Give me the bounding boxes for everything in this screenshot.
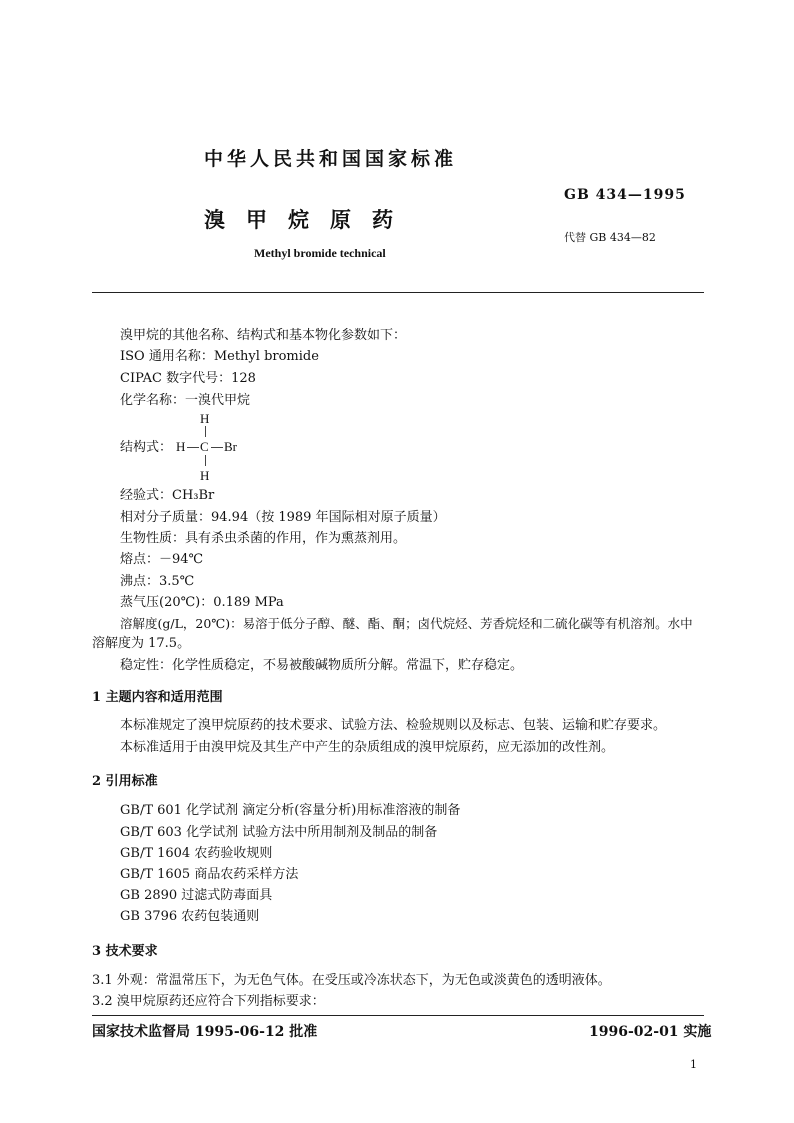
melting-point: 熔点：－94℃ (120, 552, 204, 567)
solubility-line-2: 溶解度为 17.5。 (92, 636, 191, 651)
document-title: 溴甲烷原药 (204, 207, 414, 232)
structure-label: 结构式： (120, 440, 173, 455)
header-divider (92, 292, 704, 293)
english-title: Methyl bromide technical (254, 246, 386, 260)
chemical-name: 化学名称：一溴代甲烷 (120, 393, 251, 408)
reference-item: GB/T 601 化学试剂 滴定分析(容量分析)用标准溶液的制备 (120, 803, 461, 818)
structure-right-bond (211, 447, 223, 448)
boiling-point: 沸点：3.5℃ (120, 574, 195, 589)
structure-top-h: H (200, 411, 210, 426)
section-1-paragraph-1: 本标准规定了溴甲烷原药的技术要求、试验方法、检验规则以及标志、包装、运输和贮存要求。 (120, 718, 667, 733)
molecular-mass: 相对分子质量：94.94（按 1989 年国际相对原子质量） (120, 510, 446, 525)
requirement-3-2: 3.2 溴甲烷原药还应符合下列指标要求： (92, 994, 325, 1009)
structure-bottom-bond (205, 455, 206, 466)
intro-lead: 溴甲烷的其他名称、结构式和基本物化参数如下： (120, 328, 407, 343)
iso-name: ISO 通用名称：Methyl bromide (120, 349, 319, 364)
footer-divider (92, 1015, 704, 1016)
replaces-note: 代替 GB 434—82 (564, 231, 656, 244)
requirement-3-1: 3.1 外观：常温常压下，为无色气体。在受压或冷冻状态下，为无色或淡黄色的透明液体。 (92, 973, 611, 988)
stability: 稳定性：化学性质稳定，不易被酸碱物质所分解。常温下，贮存稳定。 (120, 658, 524, 673)
structure-left-bond (187, 447, 199, 448)
structure-left-h: H (176, 439, 186, 454)
cipac-code: CIPAC 数字代号：128 (120, 371, 256, 386)
reference-item: GB/T 1605 商品农药采样方法 (120, 867, 299, 882)
standard-title: 中华人民共和国国家标准 (204, 148, 458, 170)
page-number: 1 (690, 1058, 697, 1071)
reference-item: GB/T 603 化学试剂 试验方法中所用制剂及制品的制备 (120, 825, 438, 840)
section-3-heading: 3 技术要求 (92, 944, 158, 959)
solubility-line-1: 溶解度(g/L，20℃)：易溶于低分子醇、醚、酯、酮；卤代烷烃、芳香烷烃和二硫化碳等有机溶剂。水中 (120, 616, 693, 631)
structure-top-bond (205, 426, 206, 437)
standard-code: GB 434—1995 (564, 187, 686, 203)
approval-line: 国家技术监督局 1995-06-12 批准 (92, 1024, 318, 1040)
vapor-pressure: 蒸气压(20℃)：0.189 MPa (120, 595, 284, 610)
effective-date: 1996-02-01 实施 (589, 1024, 712, 1040)
structure-right-br: Br (224, 439, 237, 454)
section-2-heading: 2 引用标准 (92, 774, 158, 789)
biological-property: 生物性质：具有杀虫杀菌的作用，作为熏蒸剂用。 (120, 531, 407, 546)
section-1-paragraph-2: 本标准适用于由溴甲烷及其生产中产生的杂质组成的溴甲烷原药，应无添加的改性剂。 (120, 740, 615, 755)
section-1-heading: 1 主题内容和适用范围 (92, 690, 223, 705)
structure-center-c: C (200, 439, 209, 454)
reference-item: GB 2890 过滤式防毒面具 (120, 888, 273, 903)
structure-bottom-h: H (200, 468, 210, 483)
reference-item: GB 3796 农药包装通则 (120, 909, 260, 924)
reference-item: GB/T 1604 农药验收规则 (120, 846, 273, 861)
empirical-formula: 经验式：CH₃Br (120, 488, 215, 503)
